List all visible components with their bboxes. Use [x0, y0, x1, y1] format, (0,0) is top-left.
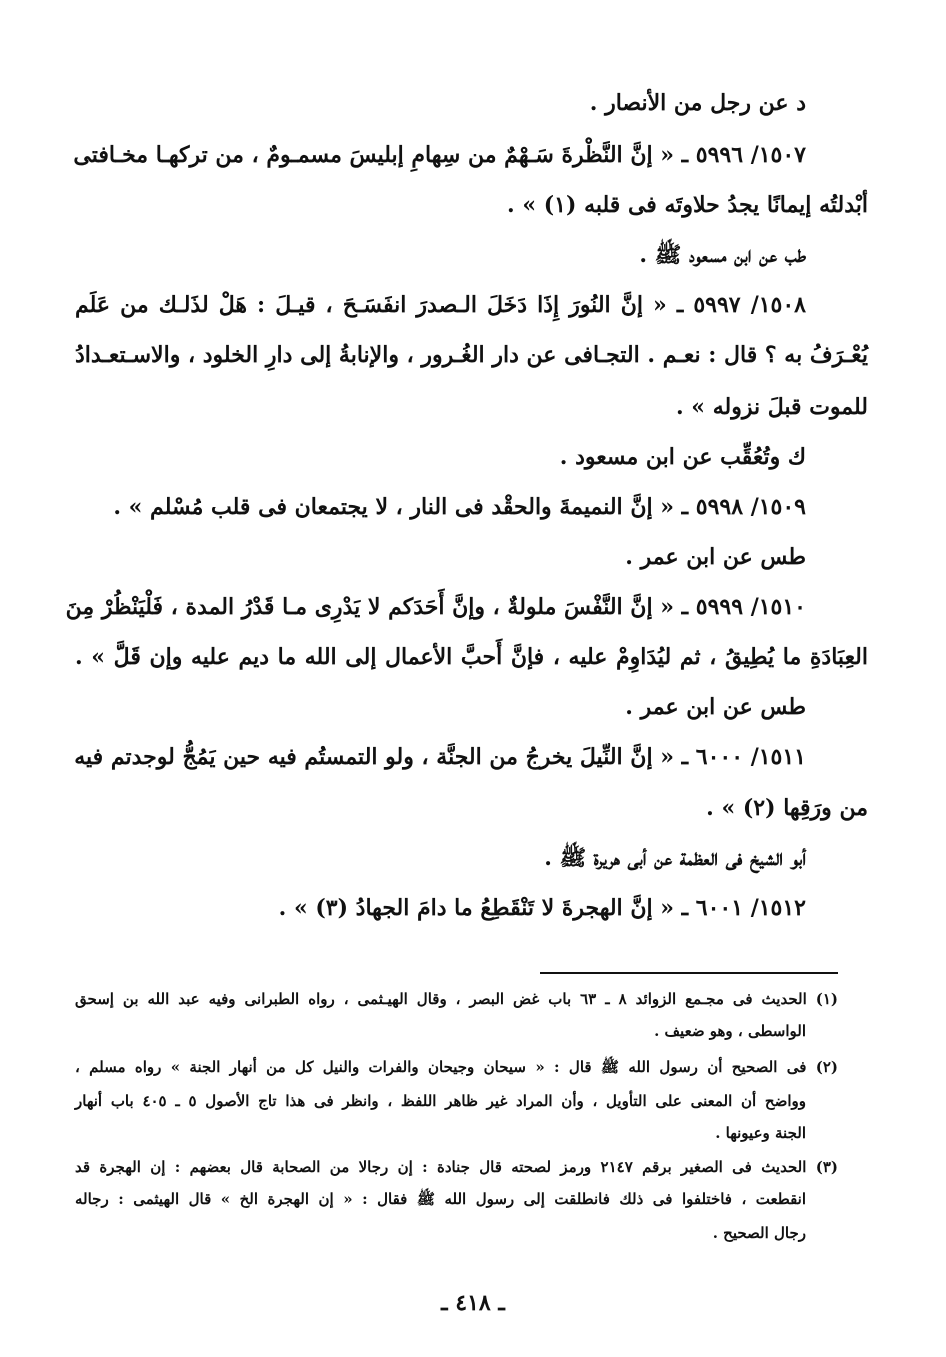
- hadith-1508-line-2: يُعْـرَفُ به ؟ قال : نعـم . التجـافى عن دار الغُـرور ، والإنابةُ إلى دارِ الخلود ، والاسـتعـدادُ: [75, 342, 868, 368]
- footnote-1-line-1: (١) الحديث فى مجـمع الزوائد ٨ ـ ٦٣ باب غض البصر ، وقال الهيـثمى ، رواه الطبرانى وفيه عبد الله بن إسحق: [75, 990, 838, 1008]
- hadith-1507-line-1: ١٥٠٧/ ٥٩٩٦ ـ « إنَّ النَّظْرةَ سَـهْمٌ من سِهامِ إبليسَ مسمـومٌ ، من تركهـا مخـافتى: [73, 142, 806, 168]
- hadith-1510-line-1: ١٥١٠/ ٥٩٩٩ ـ « إنَّ النَّفْسَ ملولةٌ ، وإنَّ أَحَدَكم لا يَدْرِى مـا قَدْرُ المدة ، فَلْيَنْظُرْ مِنَ: [65, 594, 806, 620]
- hadith-1509-line-1: ١٥٠٩/ ٥٩٩٨ ـ « إنَّ النميمةَ والحقْد فى النار ، لا يجتمعان فى قلب مُسْلم » .: [113, 494, 806, 520]
- source-line: طب عن ابن مسعود ﷺ .: [639, 242, 806, 268]
- source-line: أبو الشيخ فى العظمة عن أبى هريرة ﷺ .: [544, 845, 806, 871]
- footnote-1-line-2: الواسطى ، وهو ضعيف .: [654, 1022, 806, 1040]
- hadith-1511-line-2: من ورَقِها (٢) » .: [706, 795, 868, 821]
- footnote-2-line-1: (٢) فى الصحيح أن رسول الله ﷺ قال : « سيحان وجيحان والفرات والنيل كل من أنهار الجنة » رواه مسلم ،: [75, 1058, 838, 1076]
- hadith-1508-line-1: ١٥٠٨/ ٥٩٩٧ ـ « إنَّ النُورَ إِذَا دَخَلَ الـصدرَ انفَسَـحَ ، قيـلَ : هَلْ لذَلـك من عَلَم: [75, 292, 806, 318]
- source-line: ك وتُعُقِّب عن ابن مسعود .: [559, 444, 806, 470]
- hadith-1508-line-3: للموت قبلَ نزوله » .: [675, 394, 868, 420]
- hadith-1512-line-1: ١٥١٢/ ٦٠٠١ ـ « إنَّ الهجرةَ لا تَنْقَطِعُ ما دامَ الجهادُ (٣) » .: [278, 895, 806, 921]
- source-line: د عن رجل من الأنصار .: [589, 90, 806, 116]
- hadith-1511-line-1: ١٥١١/ ٦٠٠٠ ـ « إنَّ النِّيلَ يخرجُ من الجنَّة ، ولو التمستُم فيه حين يَمُجُّ لوجدتم فيه: [74, 744, 806, 770]
- page-number: ـ ٤١٨ ـ: [441, 1290, 505, 1316]
- hadith-1510-line-2: العِبَادَةِ ما يُطِيقُ ، ثم ليُدَاوِمْ عليه ، فإنَّ أَحبَّ الأعمال إلى الله ما ديم عليه وإن قَلَّ » .: [75, 644, 868, 670]
- hadith-1507-line-2: أبْدلتُه إيمانًا يجدُ حلاوتَه فى قلبه (١) » .: [507, 192, 868, 218]
- source-line: طس عن ابن عمر .: [625, 694, 806, 720]
- footnote-3-line-2: انقطعت ، فاختلفوا فى ذلك فانطلقت إلى رسول الله ﷺ فقال : « إن الهجرة الخ » قال الهيثمى : رجاله: [75, 1190, 806, 1208]
- footnote-2-line-2: وواضح أن المعنى على التأويل ، وأن المراد غير ظاهر اللفظ ، وانظر فى هذا تاج الأصول ٥ ـ ٤٠٥ باب أنهار: [75, 1092, 806, 1110]
- footnote-2-line-3: الجنة وعيونها .: [715, 1124, 806, 1142]
- footnote-separator: [540, 972, 838, 974]
- source-line: طس عن ابن عمر .: [625, 544, 806, 570]
- footnote-3-line-3: رجال الصحيح .: [712, 1224, 806, 1242]
- footnote-3-line-1: (٣) الحديث فى الصغير برقم ٢١٤٧ ورمز لصحته قال جنادة : إن رجالا من الصحابة قال بعضهم : إن الهجرة قد: [75, 1158, 839, 1176]
